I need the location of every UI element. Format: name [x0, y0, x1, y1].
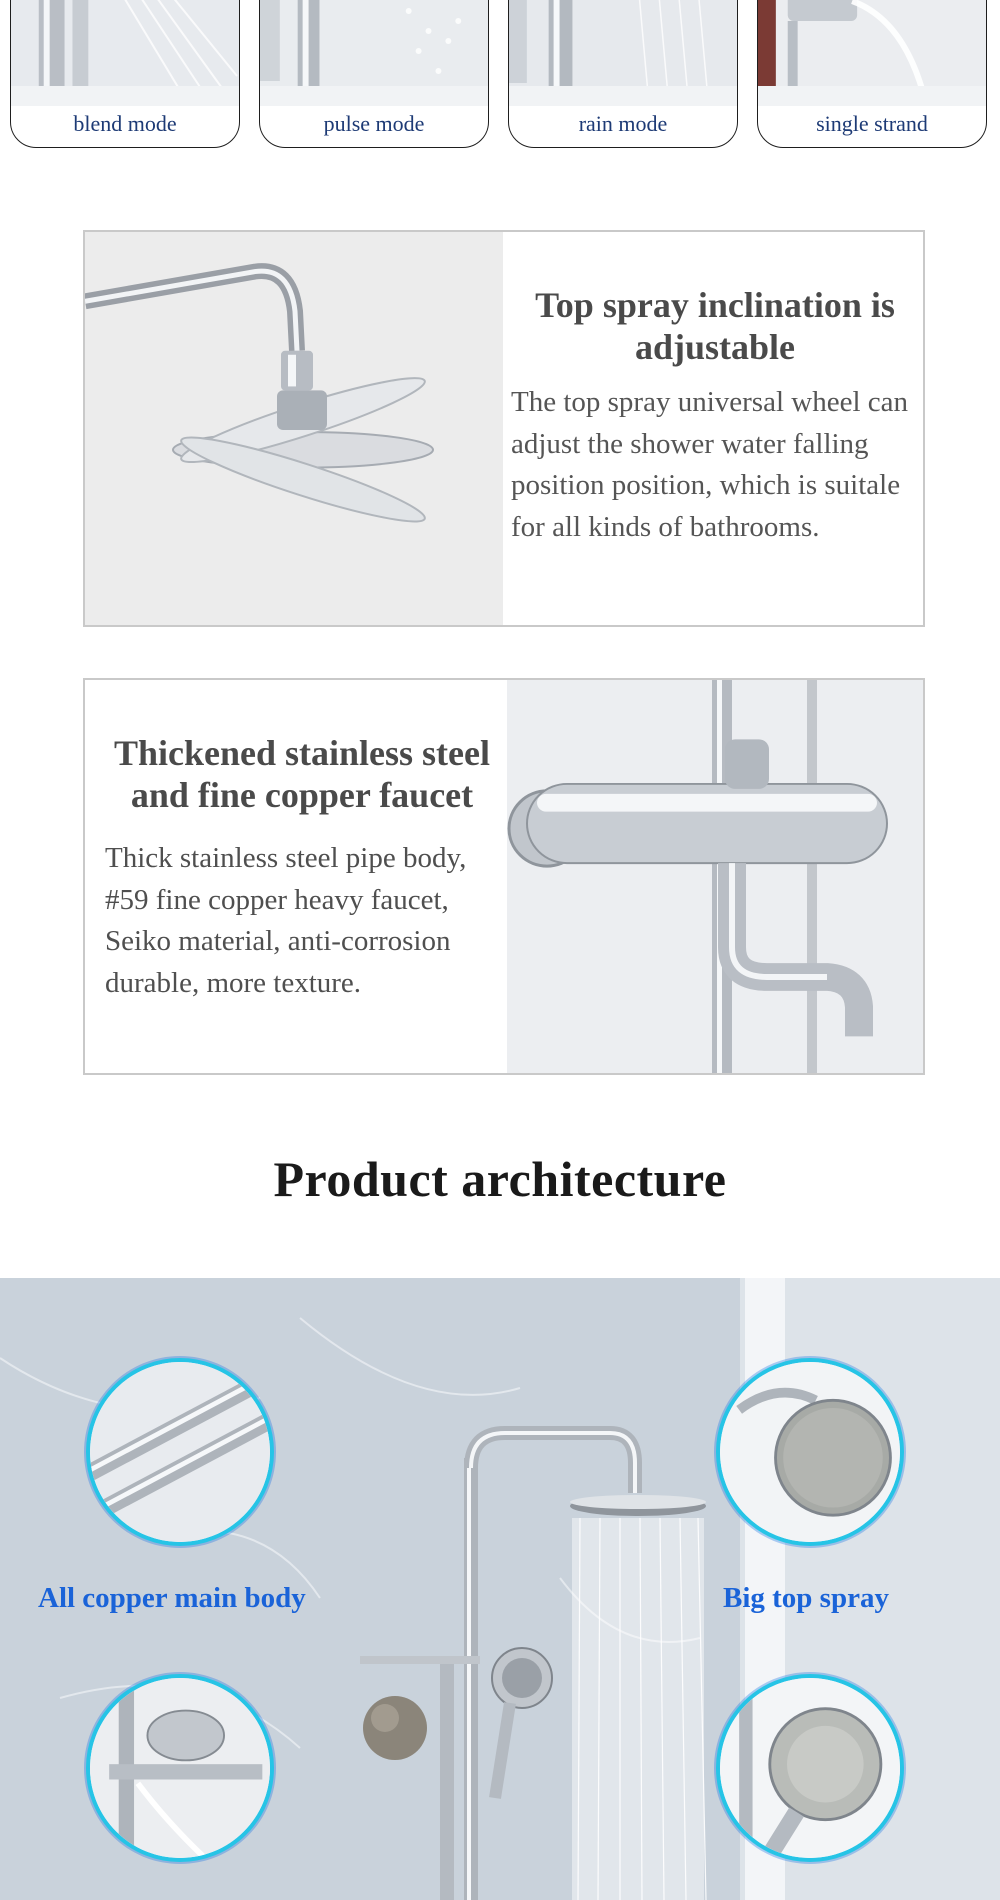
- panel-title: Thickened stainless steel and fine copper faucet: [113, 733, 490, 815]
- panel-body: The top spray universal wheel can adjust the shower water falling position position, which is suitale for all kinds of bathrooms.: [511, 386, 908, 543]
- spray-mode-strip: [0, 0, 1000, 150]
- mode-card-blend[interactable]: [10, 0, 240, 148]
- top-spray-text: [503, 232, 925, 625]
- hand-shower-icon: [720, 1678, 900, 1858]
- feature-panel-top-spray: [83, 230, 925, 627]
- mode-card-rain[interactable]: [508, 0, 738, 148]
- mode-card-single-strand[interactable]: [757, 0, 987, 148]
- mode-label: blend mode: [73, 111, 177, 136]
- callout-valve: [86, 1674, 274, 1862]
- mode-card-pulse[interactable]: [259, 0, 489, 148]
- mode-label: rain mode: [578, 111, 668, 136]
- mode-label: single strand: [816, 111, 928, 136]
- rain-mode-photo: [509, 0, 737, 106]
- pulse-mode-photo: [260, 0, 488, 106]
- faucet-text: [85, 680, 507, 1073]
- callout-hand-shower: [716, 1674, 904, 1862]
- blend-mode-photo: [11, 0, 239, 106]
- callout-label-top-spray: Big top spray: [723, 1582, 889, 1614]
- top-spray-photo: [85, 232, 503, 625]
- feature-panel-faucet: [83, 678, 925, 1075]
- copper-pipes-icon: [90, 1362, 270, 1542]
- mode-label: pulse mode: [323, 111, 425, 136]
- single-strand-photo: [758, 0, 986, 106]
- valve-icon: [90, 1678, 270, 1858]
- top-spray-icon: [720, 1362, 900, 1542]
- architecture-hero: [0, 1278, 1000, 1900]
- callout-top-spray: [716, 1358, 904, 1546]
- faucet-photo: [507, 680, 925, 1073]
- callout-label-copper-body: All copper main body: [38, 1582, 306, 1614]
- section-title: Product architecture: [273, 1151, 727, 1207]
- panel-body: Thick stainless steel pipe body, #59 fine copper heavy faucet, Seiko material, anti-corrosion durable, more texture.: [105, 842, 467, 999]
- panel-title: Top spray inclination is adjustable: [535, 285, 895, 367]
- callout-copper-pipes: [86, 1358, 274, 1546]
